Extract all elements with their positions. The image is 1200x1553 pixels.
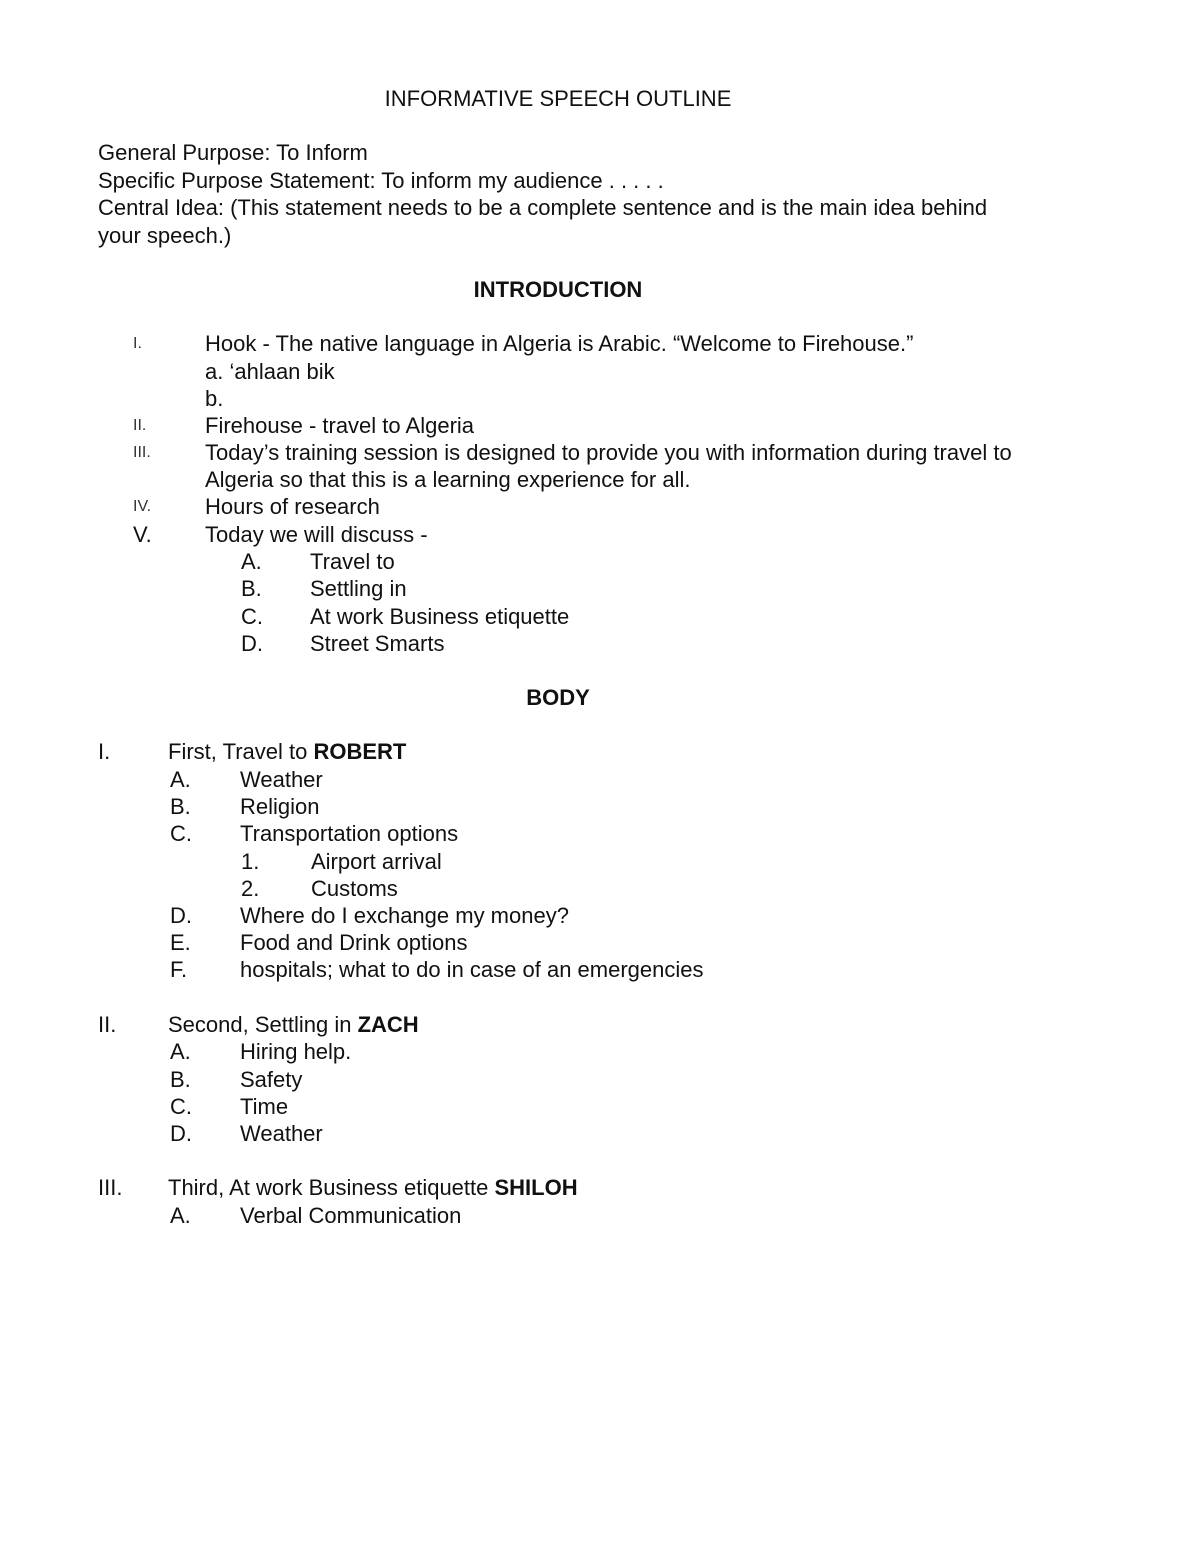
item-num: A. <box>170 1203 191 1228</box>
item-text: Safety <box>240 1067 303 1092</box>
section-num: III. <box>98 1175 123 1200</box>
section-text: First, Travel to <box>168 739 314 764</box>
intro-item: Hours of research <box>205 494 380 519</box>
item-num: E. <box>170 930 191 955</box>
item-text: Hiring help. <box>240 1039 352 1064</box>
discuss-num: C. <box>241 604 263 629</box>
discuss-num: A. <box>241 549 262 574</box>
presenter-name: ZACH <box>357 1012 419 1037</box>
item-text: Weather <box>240 767 323 792</box>
document-title: INFORMATIVE SPEECH OUTLINE <box>384 86 732 111</box>
item-num: C. <box>170 1094 192 1119</box>
item-num: D. <box>170 903 192 928</box>
item-num: B. <box>170 1067 191 1092</box>
item-num: B. <box>170 794 191 819</box>
item-text: Time <box>240 1094 289 1119</box>
section-title <box>168 738 406 766</box>
item-num: A. <box>170 767 191 792</box>
general-purpose: General Purpose: To Inform <box>98 140 368 165</box>
hook-sub: a. ‘ahlaan bik <box>205 359 335 384</box>
intro-item-cont: Algeria so that this is a learning experience for all. <box>205 467 691 492</box>
item-text: Religion <box>240 794 320 819</box>
presenter-name: SHILOH <box>494 1175 578 1200</box>
section-text: Second, Settling in <box>168 1012 358 1037</box>
intro-num: V. <box>133 522 152 547</box>
central-idea-cont: your speech.) <box>98 223 232 248</box>
item-text: Transportation options <box>240 821 459 846</box>
discuss-num: D. <box>241 631 263 656</box>
discuss-item: At work Business etiquette <box>310 604 570 629</box>
item-num: C. <box>170 821 192 846</box>
item-text: Food and Drink options <box>240 930 468 955</box>
item-text: Verbal Communication <box>240 1203 462 1228</box>
sub-num: 1. <box>241 849 260 874</box>
intro-item: Firehouse - travel to Algeria <box>205 413 475 438</box>
specific-purpose: Specific Purpose Statement: To inform my audience . . . . . <box>98 168 664 193</box>
discuss-num: B. <box>241 576 262 601</box>
presenter-name: ROBERT <box>313 739 407 764</box>
intro-num: III. <box>133 444 151 461</box>
hook-sub: b. <box>205 386 224 411</box>
item-num: F. <box>170 957 188 982</box>
central-idea: Central Idea: (This statement needs to be a complete sentence and is the main idea behind <box>98 195 988 220</box>
section-text: Third, At work Business etiquette <box>168 1175 495 1200</box>
intro-item: Hook - The native language in Algeria is Arabic. “Welcome to Firehouse.” <box>205 331 914 356</box>
item-text: Weather <box>240 1121 323 1146</box>
sub-text: Customs <box>311 876 398 901</box>
intro-num: IV. <box>133 498 152 515</box>
introduction-heading: INTRODUCTION <box>473 277 643 302</box>
discuss-item: Street Smarts <box>310 631 445 656</box>
section-title <box>168 1174 578 1202</box>
discuss-item: Settling in <box>310 576 407 601</box>
intro-num: II. <box>133 417 147 434</box>
intro-item: Today’s training session is designed to provide you with information during travel to <box>205 440 1012 465</box>
intro-item: Today we will discuss - <box>205 522 428 547</box>
body-heading: BODY <box>526 685 590 710</box>
section-title <box>168 1011 419 1039</box>
item-text: hospitals; what to do in case of an emergencies <box>240 957 704 982</box>
item-num: A. <box>170 1039 191 1064</box>
sub-text: Airport arrival <box>311 849 442 874</box>
item-text: Where do I exchange my money? <box>240 903 569 928</box>
section-num: II. <box>98 1012 117 1037</box>
discuss-item: Travel to <box>310 549 395 574</box>
intro-num: I. <box>133 335 142 352</box>
item-num: D. <box>170 1121 192 1146</box>
sub-num: 2. <box>241 876 260 901</box>
section-num: I. <box>98 739 111 764</box>
